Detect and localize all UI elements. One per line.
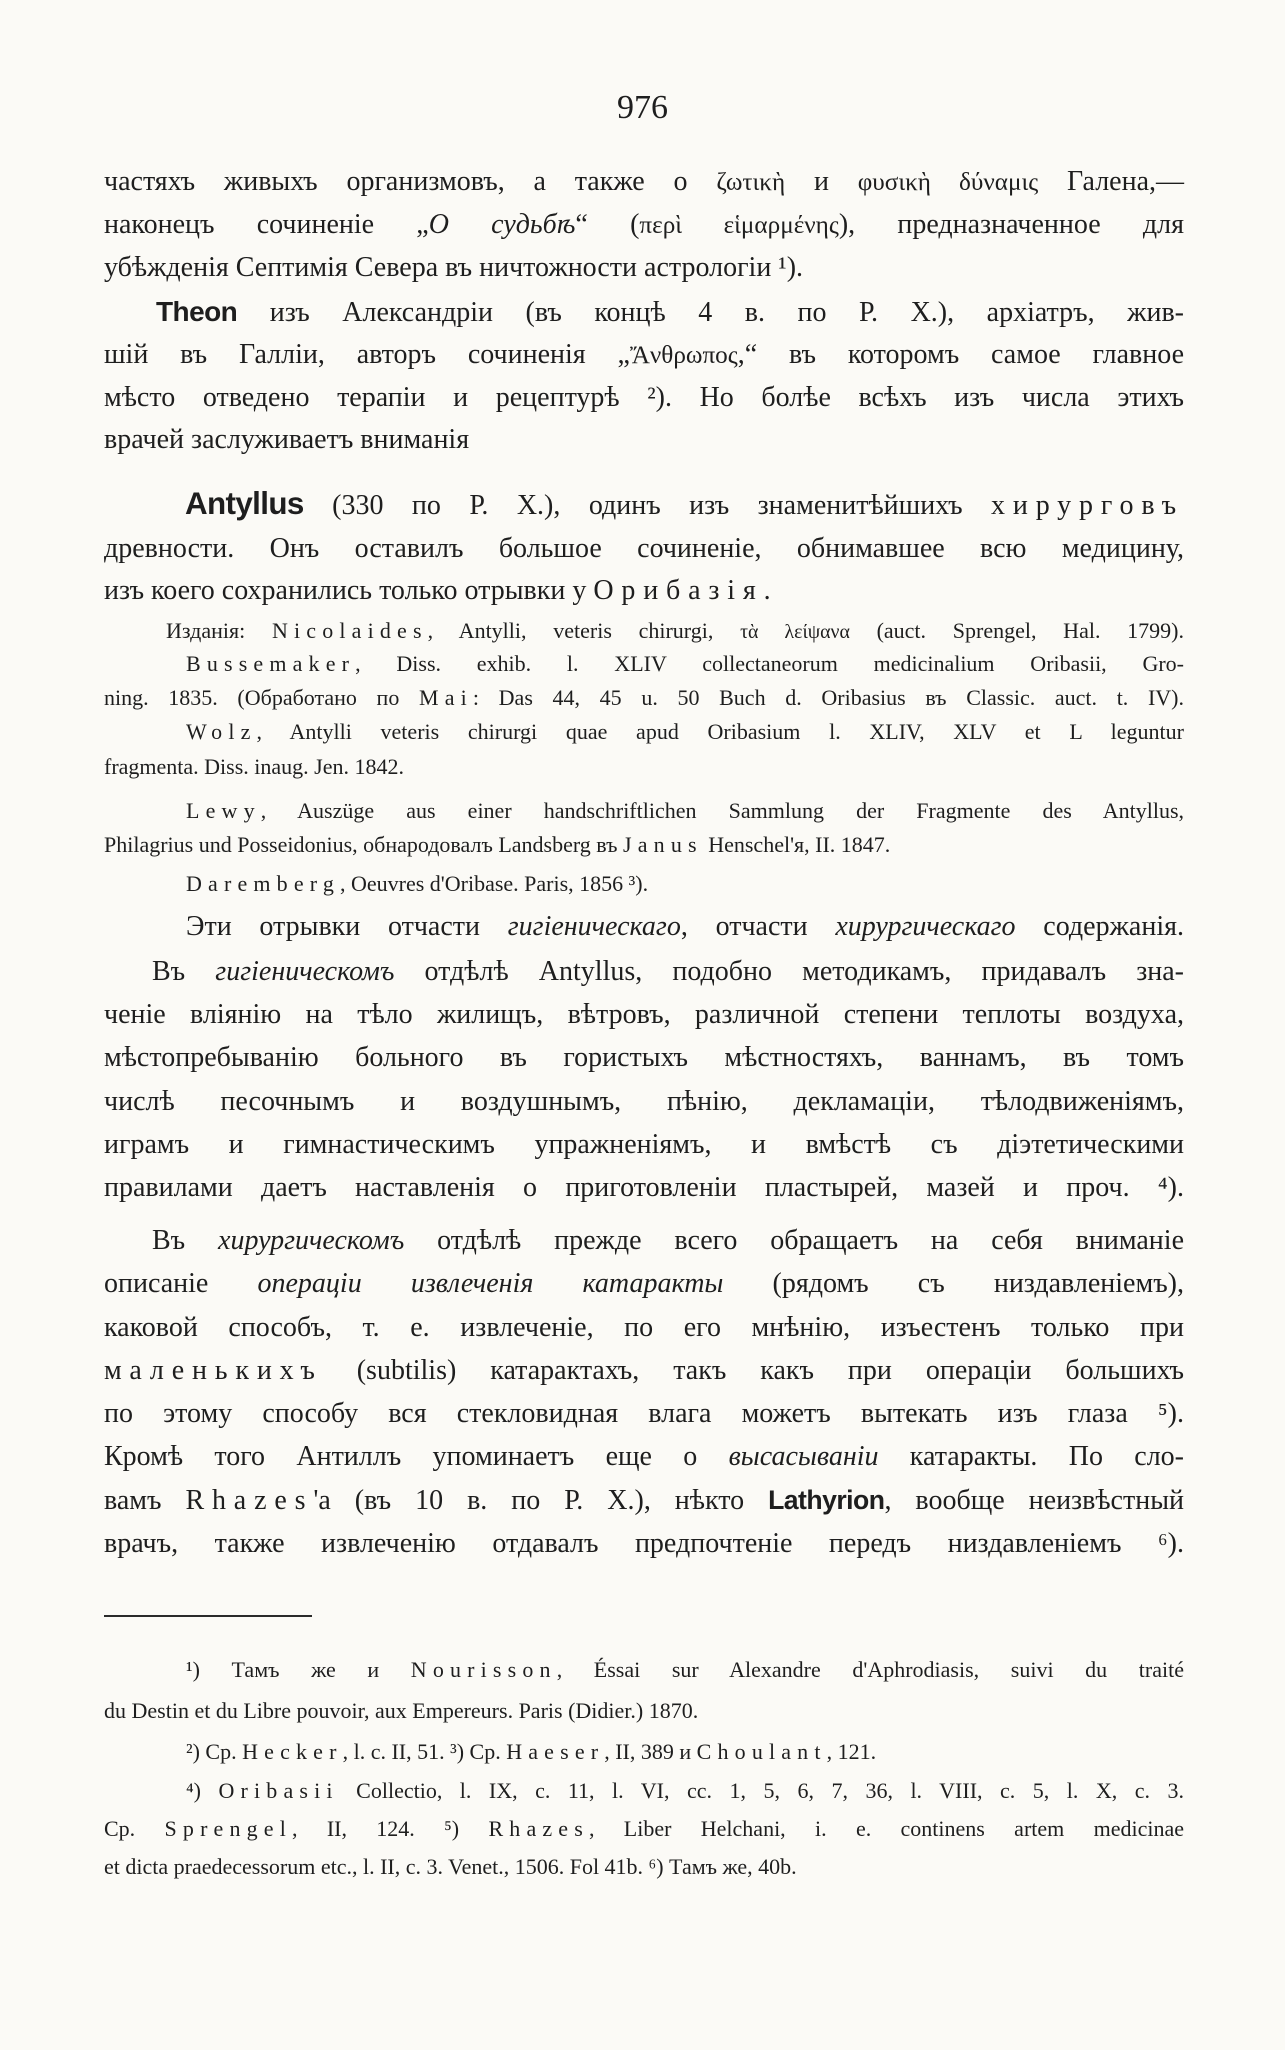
text-run: вамъ (104, 1484, 186, 1516)
text-run: , II, 124. ⁵) (292, 1816, 489, 1841)
text-line (104, 419, 1184, 461)
paragraph (104, 483, 1184, 613)
text-run: Галена,— (1038, 166, 1184, 197)
greek-text: περὶ εἱμαρμένης (639, 212, 839, 239)
text-run: Henschel'я, II. 1847. (702, 832, 891, 857)
spaced-name: Janus (623, 832, 703, 857)
spaced-name: Sprengel (164, 1816, 292, 1841)
text-run: , Diss. exhib. l. XLIV collectaneorum medicinalium Oribasii, Gro- (355, 651, 1184, 676)
spaced-name: маленькихъ (104, 1354, 323, 1386)
footnote-separator (104, 1615, 312, 1617)
text-run: ²) Ср. (186, 1739, 243, 1764)
spaced-name: Mai (418, 685, 473, 710)
text-line (104, 1848, 1184, 1886)
paragraph (104, 906, 1184, 948)
italic-text: гигіеническомъ (215, 956, 395, 987)
paragraph (104, 161, 1184, 289)
text-run: наконецъ сочиненіе „ (104, 209, 429, 240)
italic-text: высасываніи (728, 1441, 879, 1473)
spaced-name: Bussemaker (186, 651, 356, 676)
text-line (104, 647, 1184, 681)
text-line (104, 828, 1184, 862)
bold-name: Antyllus (185, 486, 304, 521)
text-run: fragmenta. Diss. inaug. Jen. 1842. (104, 753, 404, 779)
paragraph (104, 1219, 1184, 1565)
text-run: Collectio, l. IX, c. 11, l. VI, cc. 1, 5, 6, 7, 36, l. VIII, c. 5, l. X, c. 3. (338, 1778, 1185, 1803)
text-run: ,“ въ которомъ самое главное (737, 339, 1184, 370)
text-line (104, 1392, 1184, 1435)
text-line (104, 681, 1184, 715)
spaced-name: Nourisson (410, 1657, 557, 1682)
editions-entry (104, 614, 1184, 649)
text-line (104, 291, 1184, 334)
text-run: : Das 44, 45 u. 50 Buch d. Oribasius въ Classic. auct. t. IV). (472, 685, 1184, 710)
paragraph (104, 291, 1184, 461)
text-line (104, 906, 1184, 948)
text-run: ning. 1835. (Обработано по (104, 685, 419, 710)
text-run: du Destin et du Libre pouvoir, aux Empereurs. Paris (Didier.) 1870. (104, 1697, 699, 1723)
text-run: (330 по Р. Х.), одинъ изъ знаменитѣйшихъ (303, 490, 992, 521)
spaced-name: Wolz (186, 719, 257, 744)
text-line (104, 794, 1184, 828)
text-line (104, 750, 1184, 785)
text-run: врачъ, также извлеченію отдавалъ предпочтеніе передъ низдавленіемъ ⁶). (104, 1528, 1184, 1560)
text-run: Кромѣ того Антиллъ упоминаетъ еще о (104, 1441, 729, 1473)
text-line (104, 950, 1184, 993)
spaced-name: Lewy (186, 798, 261, 823)
text-run: Эти отрывки отчасти (186, 911, 508, 942)
text-line (104, 1772, 1184, 1810)
text-run: отдѣлѣ прежде всего обращаетъ на себя вниманіе (404, 1225, 1185, 1256)
text-line (104, 1522, 1184, 1565)
text-line (104, 1123, 1184, 1166)
text-line (104, 867, 1184, 901)
text-run: описаніе (104, 1268, 258, 1300)
footnote (104, 1650, 1184, 1731)
spaced-name: Daremberg (186, 871, 340, 896)
text-run: ¹) Тамъ же и (186, 1657, 411, 1682)
editions-entry (104, 867, 1184, 901)
spaced-name: Nicolaides (271, 618, 428, 643)
greek-text: φυσικὴ δύναμις (857, 169, 1039, 196)
text-line (104, 1650, 1184, 1691)
footnote (104, 1732, 1184, 1772)
text-run: древности. Онъ оставилъ большое сочиненіе, обнимавшее всю медицину, (104, 532, 1184, 564)
footnote (104, 1772, 1184, 1886)
text-run: (рядомъ съ низдавленіемъ), (723, 1268, 1184, 1300)
text-line (104, 1349, 1184, 1392)
text-run: , Auszüge aus einer handschriftlichen Sammlung der Fragmente des Antyllus, (260, 798, 1184, 823)
editions-entry (104, 647, 1184, 715)
text-run: содержанія. (1015, 911, 1184, 942)
text-run: , Antylli veteris chirurgi quae apud Oribasium l. XLIV, XLV et L leguntur (256, 719, 1184, 744)
spaced-name: хирурговъ (991, 490, 1184, 521)
italic-text: О судьбѣ (428, 209, 576, 240)
text-line (104, 1691, 1184, 1732)
text-run: изъ Александріи (въ концѣ 4 в. по Р. Х.), архіатръ, жив- (237, 297, 1184, 328)
greek-text: ζωτικὴ (716, 169, 786, 196)
text-run: Въ (152, 956, 216, 987)
text-line (104, 715, 1184, 750)
italic-text: хирургическомъ (218, 1225, 405, 1256)
spaced-name: Орибазія (593, 575, 764, 606)
text-line (104, 570, 1184, 613)
text-run: каковой способъ, т. е. извлеченіе, по его мнѣнію, изъестенъ только при (104, 1311, 1184, 1343)
text-run: ченіе вліянію на тѣло жилищъ, вѣтровъ, различной степени теплоты воздуха, (104, 999, 1184, 1031)
text-line (104, 1732, 1184, 1772)
text-line (104, 377, 1184, 419)
text-run: “ ( (575, 209, 640, 240)
spaced-name: Rhazes (488, 1816, 589, 1841)
page-number: 976 (617, 89, 668, 126)
spaced-name: Haeser (506, 1739, 605, 1764)
text-run: играмъ и гимнастическимъ упражненіямъ, и вмѣстѣ съ діэтетическими (104, 1128, 1184, 1160)
text-line (104, 1262, 1184, 1305)
italic-text: хирургическаго (835, 911, 1016, 942)
text-run: (subtilis) катарактахъ, такъ какъ при операціи большихъ (322, 1354, 1184, 1386)
editions-entry (104, 794, 1184, 862)
text-run: . (763, 575, 771, 606)
text-run: ⁴) (186, 1778, 219, 1803)
text-line (104, 1479, 1184, 1522)
text-run: (auct. Sprengel, Hal. 1799). (849, 618, 1184, 643)
text-run: , l. c. II, 51. ³) Ср. (342, 1739, 507, 1764)
text-run: числѣ песочнымъ и воздушнымъ, пѣнію, декламаціи, тѣлодвиженіямъ, (104, 1085, 1184, 1117)
spaced-name: Hecker (242, 1739, 343, 1764)
text-run: , вообще неизвѣстный (884, 1484, 1184, 1516)
text-line (104, 204, 1184, 247)
text-run: , II, 389 и (604, 1739, 697, 1764)
text-run: et dicta praedecessorum etc., l. II, c. 3. Venet., 1506. Fol 41b. ⁶) Тамъ же, 40b. (104, 1854, 797, 1879)
text-line (104, 1306, 1184, 1349)
text-run: , 121. (826, 1739, 877, 1764)
text-run: Philagrius und Posseidonius, обнародовалъ Landsberg въ (104, 832, 624, 857)
text-run: Изданія: (166, 618, 272, 643)
text-line (104, 247, 1184, 289)
spaced-name: Rhazes (185, 1484, 314, 1516)
text-run: 'а (въ 10 в. по Р. Х.), нѣкто (313, 1484, 769, 1516)
text-run: и (785, 166, 858, 197)
text-run: , Antylli, veteris chirurgi, (427, 618, 741, 643)
text-run: врачей заслуживаетъ вниманія (104, 424, 470, 455)
text-line (104, 1080, 1184, 1123)
text-run: мѣсто отведено терапіи и рецептурѣ ²). Но болѣе всѣхъ изъ числа этихъ (104, 382, 1184, 413)
text-run: частяхъ живыхъ организмовъ, а также о (104, 166, 717, 197)
text-run: , Éssai sur Alexandre d'Aphrodiasis, suivi du traité (556, 1657, 1184, 1682)
bold-name: Theon (156, 296, 238, 327)
text-line (104, 1435, 1184, 1478)
text-run: Ср. (104, 1816, 165, 1841)
greek-text: Ἄνθρωπος (629, 342, 738, 369)
paragraph (104, 950, 1184, 1209)
text-line (104, 528, 1184, 571)
text-line (104, 1166, 1184, 1209)
text-line (104, 614, 1184, 649)
italic-text: гигіеническаго (507, 911, 681, 942)
text-run: ), предназначенное для (838, 209, 1184, 240)
text-run: убѣжденія Септимія Севера въ ничтожности астрологіи ¹). (104, 252, 804, 283)
greek-text: τὰ λείψανα (740, 621, 850, 643)
text-line (104, 161, 1184, 204)
text-line (104, 993, 1184, 1036)
text-line (104, 483, 1184, 528)
text-run: правилами даетъ наставленія о приготовленіи пластырей, мазей и проч. ⁴). (104, 1172, 1184, 1204)
text-run: по этому способу вся стекловидная влага можетъ вытекать изъ глаза ⁵). (104, 1398, 1184, 1430)
text-run: изъ коего сохранились только отрывки у (104, 575, 594, 606)
text-run: Въ (152, 1225, 219, 1256)
text-run: , Liber Helchani, i. e. continens artem medicinae (588, 1816, 1184, 1841)
spaced-name: Oribasii (218, 1778, 339, 1803)
text-line (104, 1219, 1184, 1262)
spaced-name: Choulant (696, 1739, 827, 1764)
text-run: отдѣлѣ Antyllus, подобно методикамъ, придавалъ зна- (394, 956, 1185, 987)
text-run: мѣстопребыванію больного въ гористыхъ мѣстностяхъ, ваннамъ, въ томъ (104, 1042, 1184, 1074)
editions-entry (104, 715, 1184, 784)
text-run: катаракты. По сло- (878, 1441, 1184, 1473)
text-run: , Oeuvres d'Oribase. Paris, 1856 ³). (340, 871, 649, 896)
bold-name: Lathyrion (768, 1484, 885, 1515)
text-run: шій въ Галліи, авторъ сочиненія „ (104, 339, 630, 370)
text-line (104, 334, 1184, 377)
text-line (104, 1036, 1184, 1079)
italic-text: операціи извлеченія катаракты (257, 1268, 724, 1300)
text-run: , отчасти (680, 911, 836, 942)
text-line (104, 1810, 1184, 1848)
